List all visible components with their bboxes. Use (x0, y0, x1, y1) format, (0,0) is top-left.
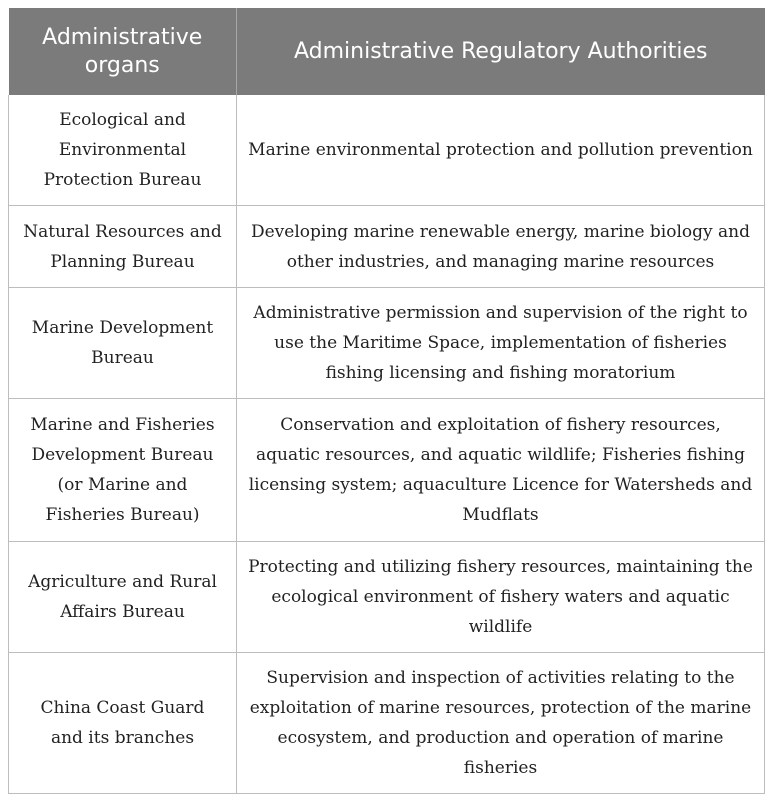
authority-cell: Administrative permission and supervision of the right to use the Maritime Space, implementation of fisheries fishing licensing and fishing moratorium (237, 288, 765, 399)
table-header (9, 8, 765, 95)
table-row (9, 542, 765, 653)
authorities-table (8, 8, 765, 794)
organ-cell: Natural Resources and Planning Bureau (9, 206, 237, 288)
table-body (9, 95, 765, 794)
header-administrative-organs: Administrative organs (9, 8, 237, 95)
organ-cell: Marine Development Bureau (9, 288, 237, 399)
authority-cell: Developing marine renewable energy, marine biology and other industries, and managing marine resources (237, 206, 765, 288)
header-row (9, 8, 765, 95)
organ-cell: Agriculture and Rural Affairs Bureau (9, 542, 237, 653)
table-row (9, 399, 765, 542)
table-row (9, 206, 765, 288)
header-regulatory-authorities: Administrative Regulatory Authorities (237, 8, 765, 95)
organ-cell: Ecological and Environmental Protection Bureau (9, 95, 237, 206)
organ-cell: Marine and Fisheries Development Bureau (or Marine and Fisheries Bureau) (9, 399, 237, 542)
authority-cell: Protecting and utilizing fishery resources, maintaining the ecological environment of fishery waters and aquatic wildlife (237, 542, 765, 653)
table-row (9, 95, 765, 206)
organ-cell: China Coast Guard and its branches (9, 653, 237, 794)
authority-cell: Conservation and exploitation of fishery resources, aquatic resources, and aquatic wildlife; Fisheries fishing licensing system; aquaculture Licence for Watersheds and Mudflats (237, 399, 765, 542)
authority-cell: Supervision and inspection of activities relating to the exploitation of marine resources, protection of the marine ecosystem, and production and operation of marine fisheries (237, 653, 765, 794)
table-row (9, 653, 765, 794)
table-row (9, 288, 765, 399)
authority-cell: Marine environmental protection and pollution prevention (237, 95, 765, 206)
